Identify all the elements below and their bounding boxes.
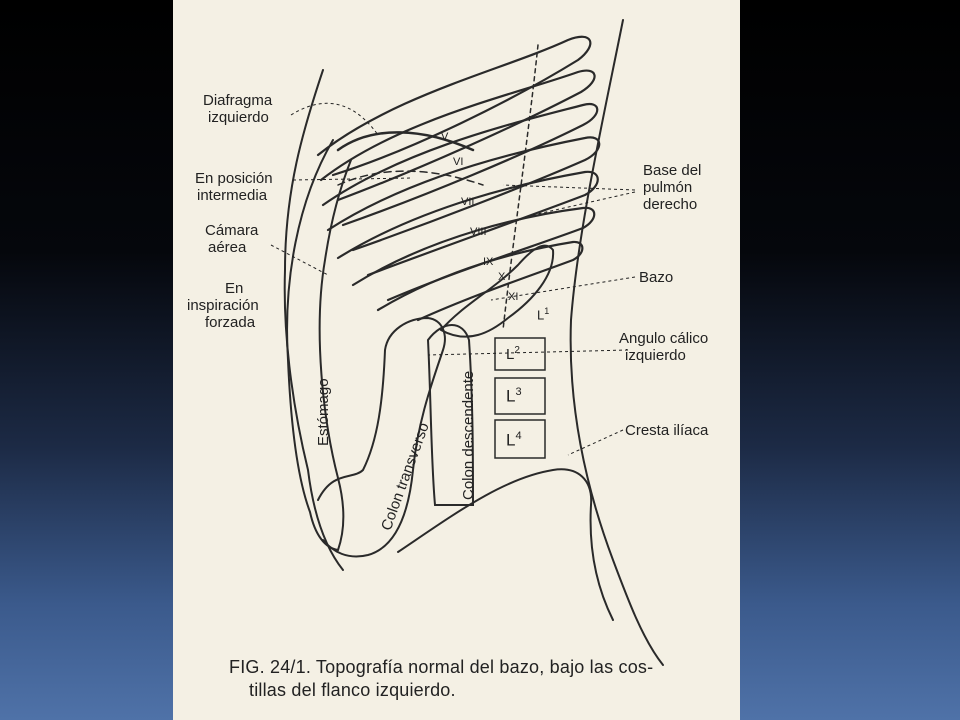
vertebra-letter: L — [506, 430, 516, 450]
scanned-figure-page — [173, 0, 740, 720]
label-colon-transverso: Colon transverso — [378, 420, 433, 533]
rib-numeral: IX — [483, 256, 494, 268]
rib-numeral: V — [441, 131, 449, 143]
label-line: Diafragma — [203, 92, 273, 109]
label-angulo-calico — [619, 330, 708, 364]
label-line: intermedia — [197, 187, 268, 204]
rib-numeral: VI — [453, 156, 464, 168]
vertebra-number: 2 — [514, 345, 520, 356]
label-base-pulmon — [643, 162, 701, 213]
figure-caption-line-2: tillas del flanco izquierdo. — [249, 680, 456, 700]
rib-numeral: VII — [461, 196, 475, 208]
rib-numeral: X — [498, 271, 506, 283]
vertebra-number: 3 — [515, 386, 522, 398]
vertebra-l2 — [506, 342, 520, 363]
vertebra-letter: L — [506, 346, 515, 363]
label-line: pulmón — [643, 179, 693, 196]
label-camara-aerea — [205, 222, 258, 256]
body-outline-left — [285, 70, 343, 570]
vertebra-letter: L — [506, 386, 516, 406]
label-estomago: Estómago — [315, 378, 332, 446]
figure-caption-line-1: FIG. 24/1. Topografía normal del bazo, bajo las cos- — [229, 657, 654, 677]
label-line: Cámara — [205, 222, 259, 239]
label-line: forzada — [205, 314, 256, 331]
vertebra-l1 — [537, 303, 549, 323]
vertebra-l3 — [506, 384, 522, 405]
label-line: izquierdo — [208, 109, 269, 126]
vertebra-letter: L — [537, 307, 545, 323]
label-line: En — [225, 280, 244, 297]
label-line: inspiración — [187, 297, 259, 314]
label-line: izquierdo — [625, 347, 686, 364]
label-line: aérea — [208, 239, 247, 256]
label-bazo: Bazo — [639, 269, 674, 286]
stomach-outline — [287, 140, 351, 550]
rib-numeral: XI — [508, 291, 519, 303]
rib-numeral: VIII — [470, 226, 487, 238]
pointer-cresta — [568, 430, 623, 455]
label-line: derecho — [643, 196, 698, 213]
pointer-camara — [271, 245, 328, 275]
label-colon-descendente: Colon descendente — [460, 370, 477, 500]
label-inspiracion-forzada — [187, 280, 259, 331]
label-line: Base del — [643, 162, 702, 179]
vertebra-number: 1 — [544, 306, 550, 316]
label-line: Angulo cálico — [619, 330, 709, 347]
label-posicion-intermedia — [195, 170, 273, 204]
label-diafragma — [203, 92, 272, 126]
label-cresta-iliaca: Cresta ilíaca — [625, 422, 709, 439]
vertebra-number: 4 — [515, 430, 522, 442]
vertebra-l2-box — [495, 338, 545, 370]
iliac-crest-outline — [398, 469, 613, 620]
pointer-angulo — [428, 350, 628, 355]
vertebra-l4 — [506, 428, 522, 449]
label-line: En posición — [195, 170, 273, 187]
